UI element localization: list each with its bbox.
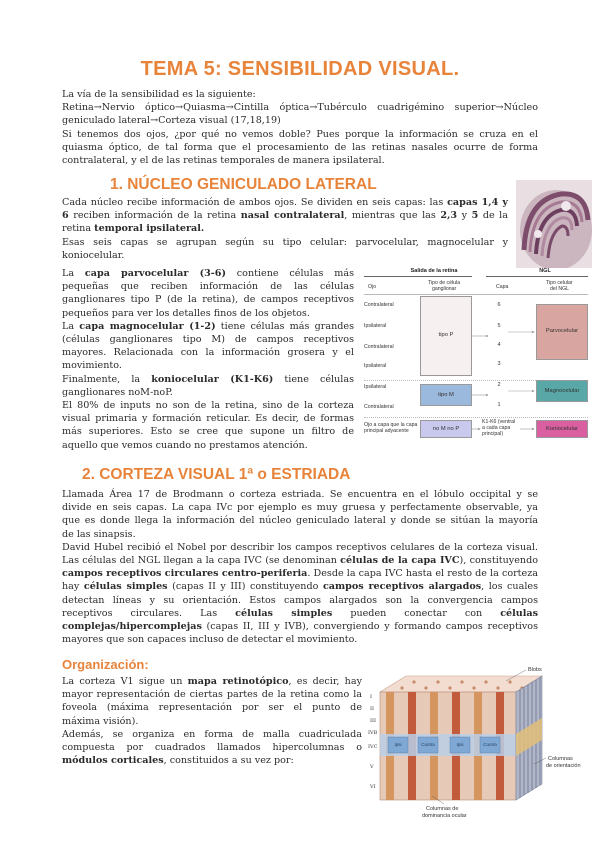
col-ganglionar: ganglionar (432, 286, 457, 292)
no-m-no-p-label: no M no P (432, 426, 460, 432)
bold-run: 5 (471, 210, 479, 222)
paragraph-line: movimiento. (62, 360, 122, 372)
text-run: Cada núcleo recibe información de ambos ojos. Se dividen en seis capas: las (62, 197, 448, 208)
orientation-columns-label: de orientación (546, 763, 581, 769)
ocular-box-label: Ipsi (394, 742, 402, 747)
paragraph-line: ganglionares noM-noP. (62, 386, 173, 398)
eye-label: Contralateral (364, 302, 394, 308)
text-run: ), constituyendo (459, 555, 538, 567)
paragraph-line: de las sinapsis. (62, 528, 136, 540)
bold-run: complejas/hipercomplejas (62, 621, 202, 633)
konio-layer-text: K1-K6 (ventral (482, 419, 516, 425)
intro-line: quiasma óptico, de tal forma que el procesamiento de las retinas nasales ocurre de forma (62, 141, 538, 153)
bold-run: 6 (62, 210, 69, 222)
text-run: Las células del NGL llegan a la capa IVC (se denominan (62, 555, 341, 567)
section1-heading: 1. NÚCLEO GENICULADO LATERAL (110, 176, 377, 193)
section2-text (62, 488, 538, 646)
paragraph-line: compuesta por cuadrados llamados hipercolumnas o (62, 742, 362, 754)
layer-number: 1 (497, 402, 501, 408)
paragraph-line: visual primaria y formación reticular. Es decir, de formas (62, 413, 354, 425)
ocular-dominance-label: dominancia ocular (422, 813, 467, 819)
text-run: , los cuales (481, 581, 538, 593)
layer-label: IVC (368, 744, 378, 750)
ocular-box-label: Ipsi (456, 742, 464, 747)
layer-number: 2 (497, 382, 501, 388)
text-run: receptivos circulares. Las (62, 607, 236, 619)
table-header-ngl: NGL (539, 268, 551, 274)
text-run: . Desde la capa IVC hasta el resto de la corteza (307, 568, 538, 580)
paragraph-line (62, 567, 538, 580)
text-run: de la (478, 210, 508, 222)
layer-label: V (370, 764, 374, 770)
paragraph-line (62, 754, 362, 767)
text-run: Finalmente, la (62, 373, 152, 385)
col-del-ngl: del NGL (550, 286, 570, 292)
text-run: tiene células más grandes (215, 320, 354, 332)
text-run: La (62, 320, 80, 332)
ocular-box-label: Contra (483, 742, 497, 747)
text-run: , constituidos a su vez por: (163, 755, 294, 767)
paragraph-line (62, 675, 362, 688)
ngl-slice-image (516, 180, 592, 268)
text-run: y (457, 210, 472, 222)
bold-run: capa magnocelular (1-2) (79, 320, 216, 332)
konio-layer-text: principal) (482, 431, 504, 437)
magnocelular-label: Magnocelular (544, 388, 580, 394)
paragraph-line: pequeños para ver los detalles finos de los objetos. (62, 307, 310, 319)
bold-run: 2,3 (440, 210, 458, 222)
col-tipo-cel: Tipo de célula (428, 280, 461, 286)
paragraph-line (62, 196, 508, 209)
ocular-dominance-label: Columnas de (426, 806, 459, 812)
blobs-label: Blobs (528, 667, 542, 673)
text-run: (capas II y III) constituyendo (167, 581, 323, 593)
eye-label: Ipsilateral (364, 384, 387, 390)
intro-line: geniculado lateral→Corteza visual (17,18,19) (62, 115, 281, 127)
paragraph-line (62, 580, 538, 593)
text-run: hay (62, 581, 84, 593)
paragraph-line (62, 267, 354, 280)
layer-label: III (370, 718, 376, 724)
bold-run: capas 1,4 y (447, 197, 508, 208)
paragraph-line: mayores que son capaces incluso de detectar el movimiento. (62, 634, 358, 646)
paragraph-line (62, 554, 538, 567)
bold-run: koniocelular (K1-K6) (151, 373, 274, 385)
layer-label: II (370, 706, 374, 712)
eye-label: Ipsilateral (364, 363, 387, 369)
bold-run: células de la capa IVC (340, 555, 460, 567)
text-run: pueden conectar con (332, 607, 501, 619)
koniocelular-label: Koniocelular (546, 426, 578, 432)
connector-arrows (360, 262, 592, 444)
section1-column-text (62, 267, 354, 452)
layer-label: I (370, 694, 372, 700)
paragraph-line (62, 607, 538, 620)
hypercolumn-cube-diagram (366, 664, 592, 820)
intro-line: contralateral, y el de las retinas temporales de manera ipsilateral. (62, 155, 385, 167)
bold-run: módulos corticales (62, 755, 164, 767)
col-capa: Capa (496, 284, 509, 290)
eye-label: Contralateral (364, 344, 394, 350)
layer-label: IVB (368, 730, 378, 736)
tipo-p-label: tipo P (438, 332, 454, 338)
bold-run: células simples (83, 581, 168, 593)
text-run: retina (62, 223, 95, 235)
text-run: contiene células más (225, 268, 354, 279)
table-header-salida: Salida de la retina (410, 268, 458, 274)
paragraph-line: aquello que vemos cuando no prestamos atención. (62, 439, 308, 451)
paragraph-line: ganglionares tipo P (de la retina), de campos receptivos (62, 294, 354, 306)
text-run: , mientras que las (344, 210, 441, 222)
paragraph-line: máxima visión). (62, 715, 139, 727)
tipo-m-label: tipo M (438, 392, 454, 398)
intro-line: La vía de la sensibilidad es la siguiente: (62, 89, 256, 100)
layer-number: 6 (497, 302, 501, 308)
col-tipo-celular: Tipo celular (546, 280, 573, 286)
paragraph-line: (células ganglionares tipo M) de campos receptivos (62, 334, 354, 346)
paragraph-line: divide en seis capas. La capa IVc por ejemplo es muy gruesa y perfectamente observable, ya (62, 502, 538, 514)
paragraph-line: más superiores. Esto se cree que supone un filtro de (62, 426, 354, 438)
paragraph-line: foveola (máxima representación por ser el punto de (62, 702, 362, 714)
bold-run: campos receptivos circulares centro-periferia (62, 568, 308, 580)
ocular-box-label: Contra (421, 742, 435, 747)
ngl-table-diagram (360, 262, 592, 444)
page-title: TEMA 5: SENSIBILIDAD VISUAL. (140, 58, 460, 80)
bold-run: nasal contralateral (240, 210, 345, 222)
paragraph-line: detectan líneas y su orientación. Estos campos alargados son la convergencia campos (62, 594, 538, 606)
paragraph-line: Llamada Área 17 de Brodmann o corteza estriada. Se encuentra en el lóbulo occipital y se (62, 489, 538, 500)
organizacion-heading: Organización: (62, 657, 149, 672)
paragraph-line (62, 620, 538, 633)
paragraph-line: koniocelular. (62, 249, 125, 261)
bold-run: temporal ipsilateral. (94, 223, 205, 235)
eye-label: Ipsilateral (364, 323, 387, 329)
eye-label: principal adyacente (364, 428, 409, 434)
text-run: , es decir, hay (288, 676, 362, 687)
bold-run: capa parvocelular (3-6) (84, 268, 226, 279)
intro-line: Retina→Nervio óptico→Quiasma→Cintilla óptica→Tubérculo cuadrigémino superior→Núcleo (62, 102, 538, 114)
paragraph-line: Esas seis capas se agrupan según su tipo celular: parvocelular, magnocelular y (62, 236, 508, 248)
paragraph-line (62, 320, 354, 333)
bold-run: células (500, 607, 539, 619)
text-run: La corteza V1 sigue un (62, 676, 188, 687)
text-run: tiene células (273, 373, 354, 385)
paragraph-line: Además, se organiza en forma de malla cuadriculada (62, 728, 362, 740)
paragraph-line: que es donde llega la información del núcleo geniculado lateral y donde se sitúan la mayoría (62, 515, 538, 527)
paragraph-line (62, 373, 354, 386)
paragraph-line (62, 209, 508, 222)
orientation-columns-label: Columnas (548, 756, 573, 762)
bold-run: campos receptivos alargados (322, 581, 482, 593)
layer-label: VI (370, 784, 376, 790)
bold-run: células simples (235, 607, 333, 619)
paragraph-line: mayor representación de ciertas partes de la retina como la (62, 689, 362, 701)
paragraph-line (62, 222, 508, 235)
layer-number: 3 (497, 361, 501, 367)
section2-heading: 2. CORTEZA VISUAL 1ª o ESTRIADA (82, 466, 351, 483)
col-ojo: Ojo (368, 284, 377, 290)
eye-label: Ojo a capa que la capa (364, 422, 418, 428)
paragraph-line: David Hubel recibió el Nobel por describir los campos receptivos celulares de la corteza visual. (62, 541, 538, 553)
text-run: (capas II, III y IVB), convergiendo y formando campos receptivos (201, 621, 538, 633)
paragraph-line: mayores. Relacionada con la información grosera y el (62, 347, 354, 359)
eye-label: Contralateral (364, 404, 394, 410)
intro-line: Si tenemos dos ojos, ¿por qué no vemos doble? Pues porque la información se cruza en el (62, 128, 538, 140)
text-run: La (62, 268, 85, 279)
bold-run: mapa retinotópico (187, 676, 289, 687)
parvocelular-label: Parvocelular (545, 328, 579, 334)
paragraph-line: pequeñas que reciben información de las células (62, 281, 354, 293)
layer-number: 4 (497, 342, 501, 348)
paragraph-line: El 80% de inputs no son de la retina, sino de la corteza (62, 400, 354, 412)
organizacion-text (62, 675, 362, 767)
text-run: reciben información de la retina (68, 210, 241, 222)
konio-layer-text: a cada capa (482, 425, 511, 431)
layer-number: 5 (497, 323, 501, 329)
section1-paragraph (62, 196, 508, 262)
intro-text (62, 88, 538, 167)
